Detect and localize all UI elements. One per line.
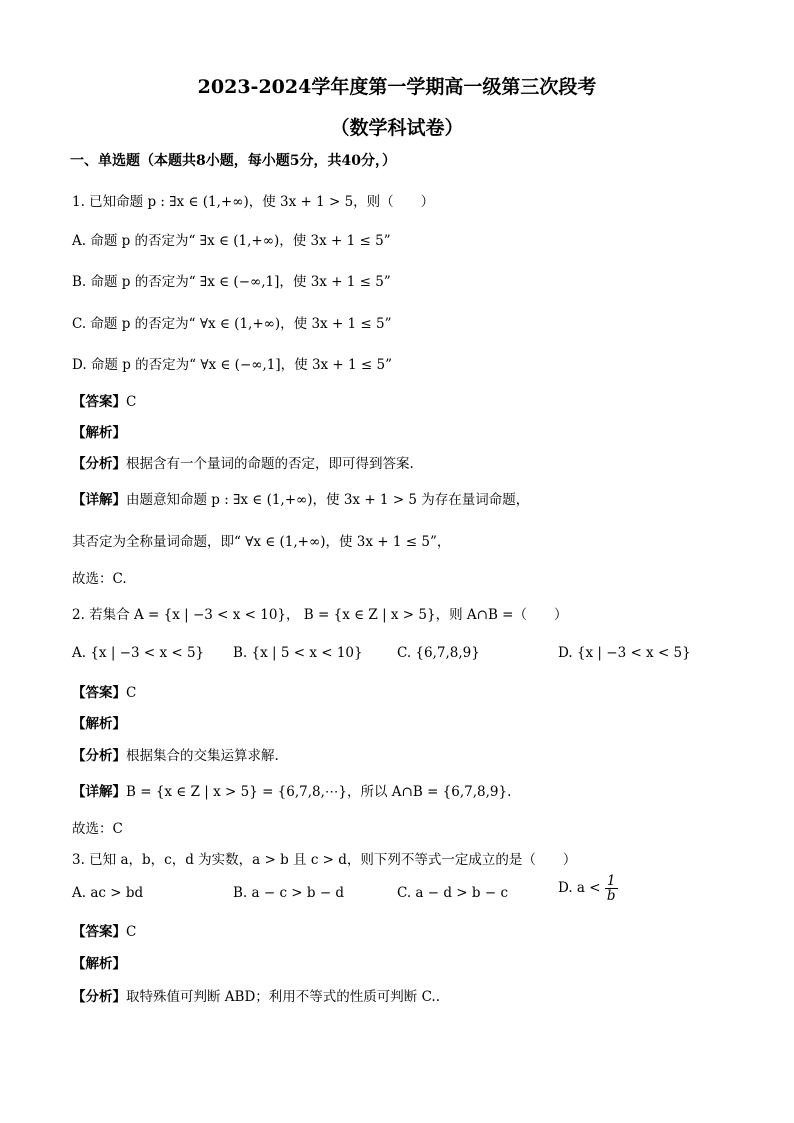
q2-option-b: B. {x | 5 < x < 10} xyxy=(233,645,363,661)
answer-tag: 【答案】 xyxy=(72,924,126,940)
q3-option-b: B. a − c > b − d xyxy=(233,885,345,901)
q1-stem: 1. 已知命题 p : ∃x ∈ (1,+∞)，使 3x + 1 > 5，则（ ） xyxy=(72,194,435,210)
answer-tag: 【答案】 xyxy=(72,394,126,410)
answer-tag: 【答案】 xyxy=(72,685,126,701)
fenxi-tag: 【分析】 xyxy=(72,748,126,764)
xiangjie-tag: 【详解】 xyxy=(72,784,126,800)
q1-jiexi: 【解析】 xyxy=(72,425,126,441)
q1-option-b: B. 命题 p 的否定为“ ∃x ∈ (−∞,1]，使 3x + 1 ≤ 5” xyxy=(72,274,391,290)
q2-jiexi: 【解析】 xyxy=(72,716,126,732)
q1-guxuan: 故选：C. xyxy=(72,571,127,587)
page-title: 2023-2024学年度第一学期高一级第三次段考 xyxy=(197,76,597,98)
fenxi-tag: 【分析】 xyxy=(72,989,126,1005)
section-heading: 一、单选题（本题共8小题，每小题5分，共40分，） xyxy=(70,153,396,169)
page-subtitle: （数学科试卷） xyxy=(330,117,464,139)
answer-value: C xyxy=(126,924,137,940)
xiangjie-text: B = {x ∈ Z | x > 5} = {6,7,8,⋯}，所以 A∩B = {6,7,8,9}. xyxy=(126,784,512,800)
fenxi-text: 根据含有一个量词的命题的否定，即可得到答案. xyxy=(126,456,414,472)
q2-option-a: A. {x | −3 < x < 5} xyxy=(72,645,205,661)
q3-jiexi: 【解析】 xyxy=(72,956,126,972)
answer-value: C xyxy=(126,685,137,701)
fenxi-text: 根据集合的交集运算求解. xyxy=(126,748,279,764)
q2-guxuan: 故选：C xyxy=(72,821,123,837)
fraction-numerator: 1 xyxy=(605,874,618,889)
fraction xyxy=(605,874,618,903)
answer-value: C xyxy=(126,394,137,410)
q1-answer xyxy=(72,390,136,410)
q1-xiangjie xyxy=(72,488,529,508)
q2-stem: 2. 若集合 A = {x | −3 < x < 10}， B = {x ∈ Z | x > 5}，则 A∩B =（ ） xyxy=(72,607,568,623)
q3-stem: 3. 已知 a，b，c，d 为实数，a > b 且 c > d，则下列不等式一定成立的是（ ） xyxy=(72,852,577,868)
q1-xiangjie-2: 其否定为全称量词命题，即“ ∀x ∈ (1,+∞)，使 3x + 1 ≤ 5”， xyxy=(72,534,451,550)
q2-option-d: D. {x | −3 < x < 5} xyxy=(558,645,691,661)
q3-option-a: A. ac > bd xyxy=(72,885,144,901)
q2-xiangjie xyxy=(72,780,511,800)
xiangjie-text: 由题意知命题 p : ∃x ∈ (1,+∞)，使 3x + 1 > 5 为存在量词命题， xyxy=(126,492,530,508)
q3-option-d xyxy=(558,874,618,903)
q3-fenxi xyxy=(72,985,440,1005)
q1-option-d: D. 命题 p 的否定为“ ∀x ∈ (−∞,1]，使 3x + 1 ≤ 5” xyxy=(72,357,393,373)
fraction-denominator: b xyxy=(606,888,616,904)
q3-answer xyxy=(72,920,136,940)
xiangjie-tag: 【详解】 xyxy=(72,492,126,508)
q2-fenxi xyxy=(72,744,279,764)
q2-answer xyxy=(72,681,136,701)
fenxi-text: 取特殊值可判断 ABD；利用不等式的性质可判断 C.. xyxy=(126,989,441,1005)
q1-fenxi xyxy=(72,452,414,472)
q1-option-a: A. 命题 p 的否定为“ ∃x ∈ (1,+∞)，使 3x + 1 ≤ 5” xyxy=(72,233,391,249)
q3-option-d-prefix: D. a < xyxy=(558,880,601,896)
q2-option-c: C. {6,7,8,9} xyxy=(397,645,480,661)
fenxi-tag: 【分析】 xyxy=(72,456,126,472)
q3-option-c: C. a − d > b − c xyxy=(397,885,509,901)
q1-option-c: C. 命题 p 的否定为“ ∀x ∈ (1,+∞)，使 3x + 1 ≤ 5” xyxy=(72,316,392,332)
